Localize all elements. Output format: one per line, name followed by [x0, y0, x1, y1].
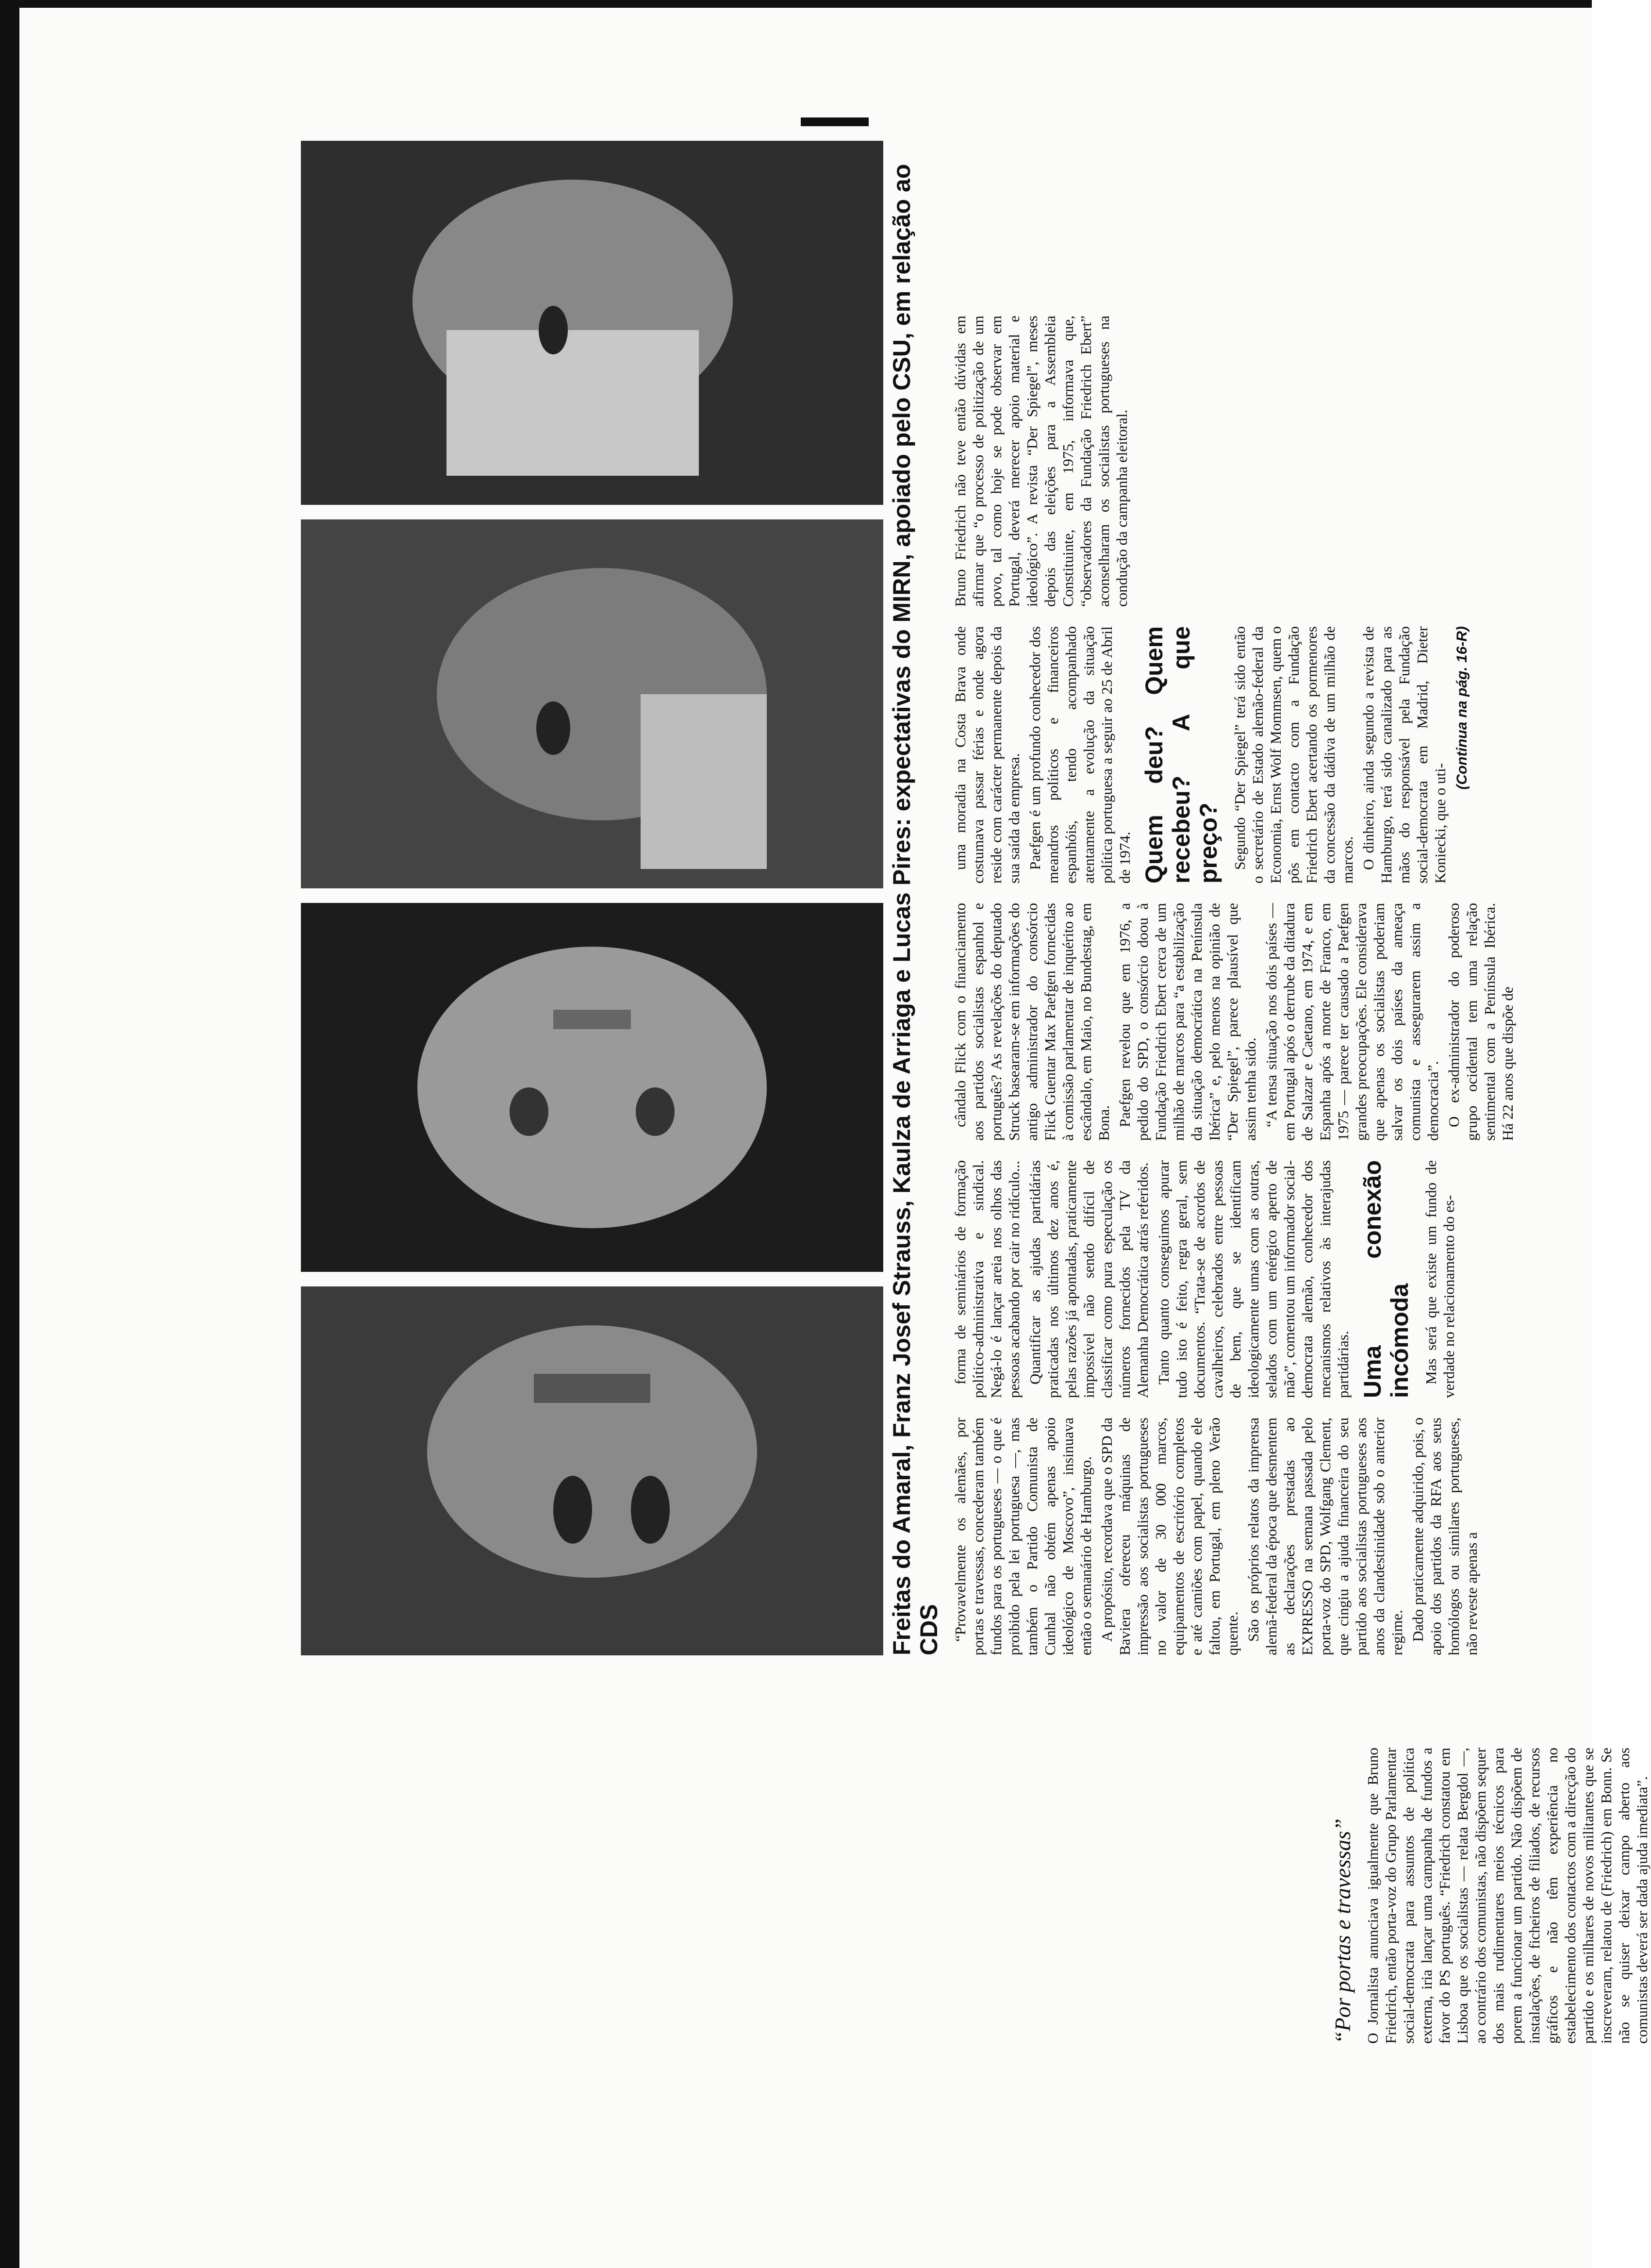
section-marker-bar [801, 117, 869, 126]
paragraph: Segundo “Der Spiegel” terá sido então o secretário de Estado alemão-federal da Economia, Ernst Wolf Mommsen, quem o pôs em contacto com a Fundação Friedrich Ebert acertando os pormenores da concessão da dádiva de um milhão de marcos. [1231, 626, 1356, 884]
article-kicker: “Por portas e travessas” [1330, 1818, 1355, 2044]
paragraph: cândalo Flick com o financiamento aos partidos socialistas espanhol e português? As revelações do deputado Struck basearam-se em informações do antigo administrador do consórcio Flick Guentar Max Paefgen fornecidas à comissão parlamentar de inquérito ao escândalo, em Maio, no Bundestag, em Bona. [952, 903, 1112, 1141]
portrait-kaulza-de-arriaga-icon [301, 519, 883, 888]
paragraph: Quantificar as ajudas partidárias praticadas nos últimos dez anos é, pelas razões já apontadas, praticamente impossível não sendo difícil de classificar como pura especulação os números fornecidos pela TV da Alemanha Democrática atrás referidos. [1026, 1160, 1151, 1398]
paragraph: Mas será que existe um fundo de verdade no relacionamento do es- [1422, 1160, 1457, 1398]
subheading: Quem deu? Quem recebeu? A que preço? [1140, 626, 1222, 884]
side-column-1-overflow [1364, 1660, 1529, 1733]
scan-edge-left [0, 0, 19, 2268]
portrait-freitas-do-amaral-icon [301, 1286, 883, 1655]
paragraph: forma de seminários de formação político-administrativa e sindical. Negá-lo é lançar areia nos olhos das pessoas acabando por cair no ridículo... [952, 1160, 1023, 1398]
paragraph: Paefgen é um profundo conhecedor dos meandros políticos e financeiros espanhóis, tendo acompanhado atentamente a evolução da situação política portuguesa a seguir ao 25 de Abril de 1974. [1026, 626, 1133, 884]
scan-edge-top [0, 0, 1592, 8]
subheading: Uma conexão incómoda [1359, 1160, 1413, 1398]
newspaper-article [291, 97, 1651, 2160]
side-column-1: O Jornalista anunciava igualmente que Bruno Friedrich, então porta-voz do Grupo Parlamentar social-democrata para assuntos de política externa, iria lançar uma campanha de fundos a favor do PS português. “Friedrich constatou em Lisboa que os socialistas — relata Bergdol —, ao contrário dos comunistas, não dispõem sequer dos mais rudimentares meios técnicos para porem a funcionar um partido. Não dispõem de instalações, de ficheiros de filiados, de recursos gráficos e não têm experiência no estabelecimento dos contactos com a direcção do partido e os milhares de novos militantes que se inscreveram, relatou de (Friedrich) em Bonn. Se não se quiser deixar campo aberto aos comunistas deverá ser dada ajuda imediata”. [1364, 1748, 1651, 2044]
portrait-lucas-pires-icon [301, 141, 883, 505]
article-column-4 [951, 626, 1524, 884]
article-column-2 [951, 1160, 1524, 1398]
paragraph: O dinheiro, ainda segundo a revista de Hamburgo, terá sido canalizado para as mãos do responsável pela Fundação social-democrata em Madrid, Dieter Koniecki, que o uti- [1360, 626, 1449, 884]
paragraph: Tanto quanto conseguimos apurar tudo isto é feito, regra geral, sem documentos. “Trata-se de acordos de cavalheiros, celebrados entre pessoas de bem, que se identificam ideologicamente umas com as outras, selados com um enérgico aperto de mão”, comentou um informador social-democrata alemão, conhecedor dos mecanismos relativos às interajudas partidárias. [1155, 1160, 1352, 1398]
paragraph: A propósito, recordava que o SPD da Baviera ofereceu máquinas de impressão aos socialistas portugueses no valor de 30 000 marcos, equipamentos de escritório completos e até camiões com papel, quando ele faltou, em Portugal, em pleno Verão quente. [1098, 1418, 1241, 1655]
paragraph: “A tensa situação nos dois países — em Portugal após o derrube da ditadura de Salazar e Caetano, em 1974, e em Espanha após a morte de Franco, em 1975 — parece ter causado a Paefgen grandes preocupações. Ele considerava que apenas os socialistas poderiam salvar os dois países da ameaça comunista e assegurarem assim a democracia”. [1263, 903, 1441, 1141]
portrait-franz-josef-strauss-icon [301, 903, 883, 1272]
side-column-2: Bruno Friedrich não teve então dúvidas em afirmar que “o processo de politização de um povo, tal como hoje se pode observar em Portugal, deverá merecer apoio material e ideológico”. A revista “Der Spiegel”, meses depois das eleições para a Assembleia Constituinte, em 1975, informava que, “observadores da Fundação Friedrich Ebert” aconselharam os socialistas portugueses na condução da campanha eleitoral. [952, 316, 1130, 607]
paragraph: São os próprios relatos da imprensa alemã-federal da época que desmentem as declarações prestadas ao EXPRESSO na semana passada pelo porta-voz do SPD, Wolfgang Clement, que cingiu a ajuda financeira do seu partido aos socialistas portugueses aos anos da clandestinidade sob o anterior regime. [1245, 1418, 1405, 1655]
article-column-3 [951, 903, 1524, 1141]
paragraph: “Provavelmente os alemães, por portas e travessas, concederam também fundos para os portugueses — o que é proibido pela lei portuguesa —, mas também o Partido Comunista de Cunhal não obtém apenas apoio ideológico de Moscovo”, insinuava então o semanário de Hamburgo. [952, 1418, 1094, 1655]
photo-caption: Freitas do Amaral, Franz Josef Strauss, Kaulza de Arriaga e Lucas Pires: expectativas do MIRN, apoiado pelo CSU, em relação ao CDS [888, 164, 942, 1655]
paragraph: Dado praticamente adquirido, pois, o apoio dos partidos da RFA aos seus homólogos ou similares portugueses, não reveste apenas a [1409, 1418, 1480, 1655]
paragraph: uma moradia na Costa Brava onde costumava passar férias e onde agora reside com carácter permanente depois da sua saída da empresa. [952, 626, 1023, 884]
paragraph: Paefgen revelou que em 1976, a pedido do SPD, o consórcio doou à Fundação Friedrich Ebert cerca de um milhão de marcos para “a estabilização da situação democrática na Península Ibérica” e, pelo menos na opinião de “Der Spiegel”, parece plausível que assim tenha sido. [1116, 903, 1259, 1141]
photo-strip [301, 141, 883, 1655]
paragraph: O ex-administrador do poderoso grupo ocidental tem uma relação sentimental com a Península Ibérica. Há 22 anos que dispõe de [1445, 903, 1516, 1141]
article-column-1 [951, 1418, 1524, 1655]
continuation-note: (Continua na pág. 16-R) [1454, 626, 1470, 790]
